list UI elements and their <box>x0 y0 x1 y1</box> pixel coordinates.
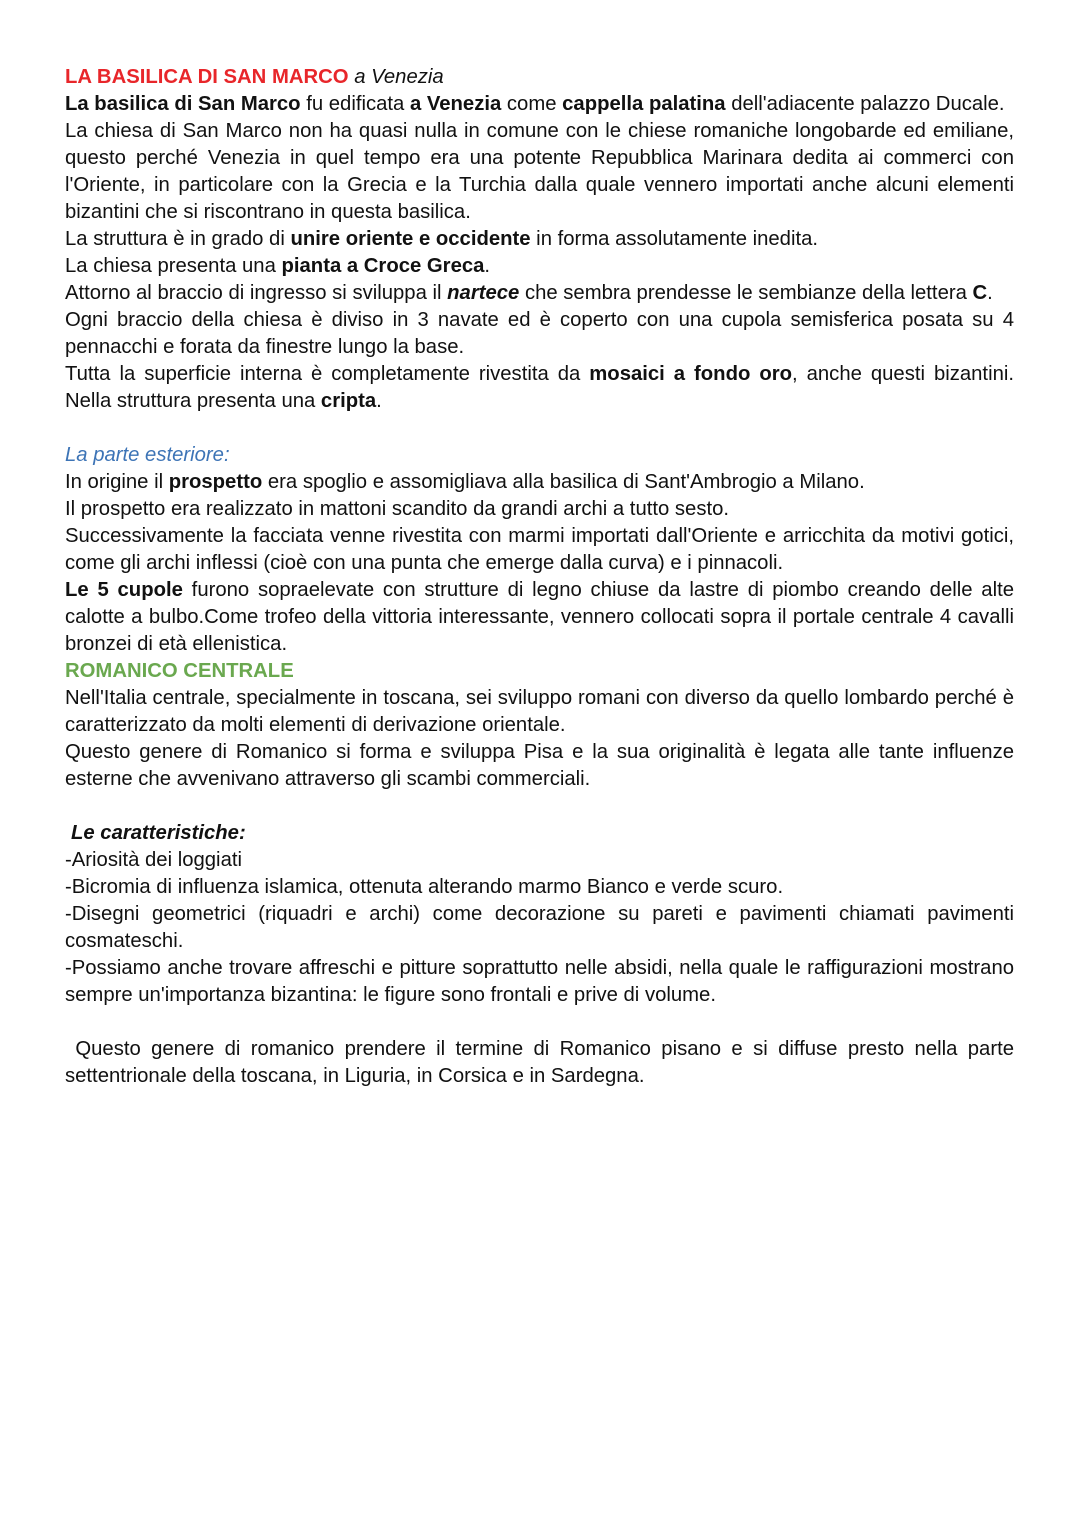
paragraph-narthex <box>65 280 1014 307</box>
paragraph-bricks: Il prospetto era realizzato in mattoni scandito da grandi archi a tutto sesto. <box>65 498 730 520</box>
paragraph-intro <box>65 91 1014 118</box>
text-run: . <box>376 390 382 412</box>
document-page <box>65 64 1020 1090</box>
text-run: . <box>484 255 491 277</box>
text-run: Tutta la superficie interna è completamente rivestita da <box>65 363 590 385</box>
text-run: mosaici a fondo oro <box>589 363 792 385</box>
list-item: -Disegni geometrici (riquadri e archi) come decorazione su pareti e pavimenti chiamati pavimenti cosmateschi. <box>65 903 1014 952</box>
paragraph-structure <box>65 226 1014 253</box>
subtitle-exterior: La parte esteriore: <box>65 444 230 466</box>
list-item: -Possiamo anche trovare affreschi e pitture soprattutto nelle absidi, nella quale le raffigurazioni mostrano sempre un'importanza bizantina: le figure sono frontali e prive di volume. <box>65 957 1014 1006</box>
text-run: , anche questi bizantini. Nella struttura presenta una <box>65 363 1014 412</box>
text-run: La chiesa presenta una <box>65 255 282 277</box>
title-basilica: LA BASILICA DI SAN MARCO <box>65 66 349 88</box>
text-run: nartece <box>447 282 520 304</box>
text-run: cripta <box>320 390 377 412</box>
text-run: La basilica di San Marco <box>65 93 301 115</box>
paragraph-naves: Ogni braccio della chiesa è diviso in 3 navate ed è coperto con una cupola semisferica posata su 4 pennacchi e forata da finestre lungo la base. <box>65 309 1014 358</box>
text-run: dell'adiacente palazzo Ducale. <box>725 93 1005 115</box>
list-item: -Ariosità dei loggiati <box>65 849 242 871</box>
text-run: che sembra prendesse le sembianze della lettera <box>519 282 973 304</box>
paragraph-history: La chiesa di San Marco non ha quasi nulla in comune con le chiese romaniche longobarde ed emiliane, questo perché Venezia in quel tempo era una potente Repubblica Marinara dedita ai commerci con l'Oriente, in particolare con la Grecia e la Turchia dalla quale vennero importati anche alcuni elementi bizantini che si riscontrano in questa basilica. <box>65 120 1014 223</box>
text-run: pianta a Croce Greca <box>281 255 485 277</box>
text-run: Le 5 cupole <box>65 579 183 601</box>
text-run: Attorno al braccio di ingresso si sviluppa il <box>65 282 448 304</box>
paragraph-plan <box>65 253 1014 280</box>
text-run: a Venezia <box>409 93 502 115</box>
spacer <box>65 793 1014 820</box>
list-item: -Bicromia di influenza islamica, ottenuta alterando marmo Bianco e verde scuro. <box>65 876 784 898</box>
paragraph-mosaics <box>65 361 1014 415</box>
text-run: prospetto <box>168 471 263 493</box>
title-romanico-centrale: ROMANICO CENTRALE <box>65 660 294 682</box>
paragraph-pisa: Questo genere di Romanico si forma e sviluppa Pisa e la sua originalità è legata alle tante influenze esterne che avvenivano attraverso gli scambi commerciali. <box>65 741 1014 790</box>
subtitle-characteristics: Le caratteristiche: <box>71 822 246 844</box>
spacer <box>65 1009 1014 1036</box>
paragraph-central-italy: Nell'Italia centrale, specialmente in toscana, sei sviluppo romani con diverso da quello lombardo perché è caratterizzato da molti elementi di derivazione orientale. <box>65 687 1014 736</box>
text-run: C <box>972 282 988 304</box>
paragraph-prospetto <box>65 469 1014 496</box>
text-run: fu edificata <box>300 93 410 115</box>
text-run: unire oriente e occidente <box>290 228 531 250</box>
text-run: cappella palatina <box>562 93 726 115</box>
text-run: furono sopraelevate con strutture di legno chiuse da lastre di piombo creando delle alte calotte a bulbo.Come trofeo della vittoria interessante, vennero collocati sopra il portale centrale 4 cavalli bronzei di età ellenistica. <box>65 579 1014 655</box>
text-run: in forma assolutamente inedita. <box>530 228 819 250</box>
text-run: era spoglio e assomigliava alla basilica di Sant'Ambrogio a Milano. <box>262 471 865 493</box>
text-run: . <box>987 282 993 304</box>
text-run: In origine il <box>65 471 169 493</box>
text-run: come <box>501 93 563 115</box>
text-run: La struttura è in grado di <box>65 228 291 250</box>
paragraph-facade: Successivamente la facciata venne rivestita con marmi importati dall'Oriente e arricchita da motivi gotici, come gli archi inflessi (cioè con una punta che emerge dalla curva) e i pinnacoli. <box>65 525 1014 574</box>
main-title <box>65 64 1014 91</box>
title-location: a Venezia <box>348 66 444 88</box>
paragraph-domes <box>65 577 1014 658</box>
paragraph-closing: Questo genere di romanico prendere il termine di Romanico pisano e si diffuse presto nella parte settentrionale della toscana, in Liguria, in Corsica e in Sardegna. <box>65 1038 1020 1087</box>
spacer <box>65 415 1014 442</box>
